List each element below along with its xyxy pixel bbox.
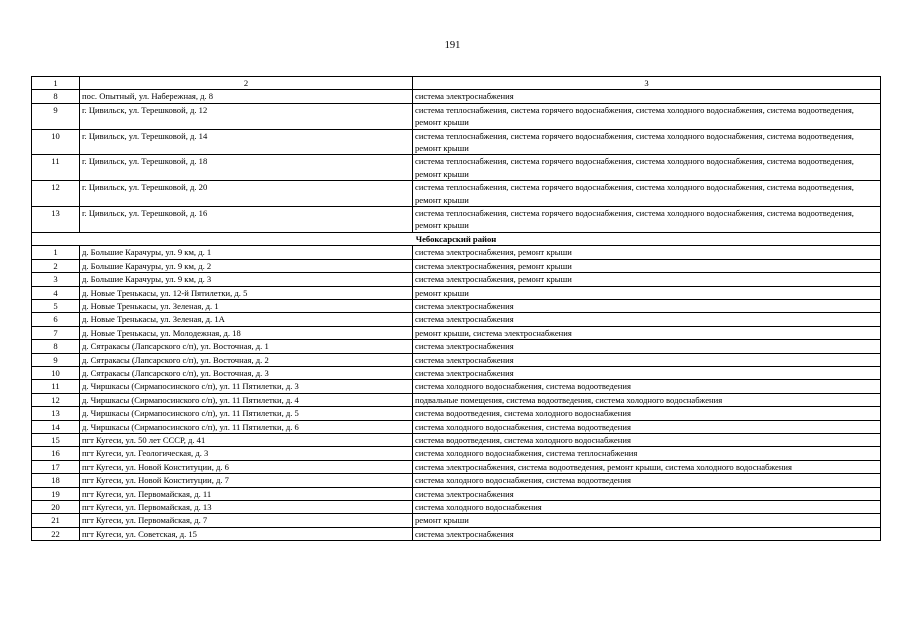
row-number: 15 (32, 433, 80, 446)
table-row (32, 326, 881, 339)
table-row (32, 353, 881, 366)
row-address: д. Большие Карачуры, ул. 9 км, д. 2 (80, 259, 413, 272)
table-row (32, 514, 881, 527)
row-address: пгт Кугеси, ул. Новой Конституции, д. 7 (80, 474, 413, 487)
table-row (32, 313, 881, 326)
row-address: г. Цивильск, ул. Терешковой, д. 14 (80, 129, 413, 155)
table-row (32, 90, 881, 103)
column-number-row (32, 77, 881, 90)
row-works: система водоотведения, система холодного водоснабжения (413, 433, 881, 446)
row-address: пгт Кугеси, ул. Первомайская, д. 11 (80, 487, 413, 500)
row-works: система теплоснабжения, система горячего водоснабжения, система холодного водоснабжения, система водоотведения, ремонт крыши (413, 181, 881, 207)
table-row (32, 380, 881, 393)
table-row (32, 447, 881, 460)
table-row (32, 420, 881, 433)
row-number: 12 (32, 181, 80, 207)
row-works: система электроснабжения (413, 313, 881, 326)
row-address: д. Сятракасы (Лапсарского с/п), ул. Восточная, д. 1 (80, 340, 413, 353)
row-works: система холодного водоснабжения, система водоотведения (413, 420, 881, 433)
row-number: 14 (32, 420, 80, 433)
row-works: система теплоснабжения, система горячего водоснабжения, система холодного водоснабжения, система водоотведения, ремонт крыши (413, 103, 881, 129)
table-row (32, 366, 881, 379)
table-row (32, 501, 881, 514)
row-works: система электроснабжения (413, 487, 881, 500)
table-row (32, 207, 881, 233)
row-works: система электроснабжения, ремонт крыши (413, 246, 881, 259)
row-number: 4 (32, 286, 80, 299)
row-number: 11 (32, 155, 80, 181)
row-number: 10 (32, 129, 80, 155)
row-address: д. Новые Тренькасы, ул. Молодежная, д. 18 (80, 326, 413, 339)
row-works: система электроснабжения (413, 353, 881, 366)
row-works: система электроснабжения (413, 90, 881, 103)
row-address: г. Цивильск, ул. Терешковой, д. 18 (80, 155, 413, 181)
row-address: д. Большие Карачуры, ул. 9 км, д. 3 (80, 273, 413, 286)
row-address: д. Новые Тренькасы, ул. Зеленая, д. 1А (80, 313, 413, 326)
table-row (32, 433, 881, 446)
row-number: 19 (32, 487, 80, 500)
table-row (32, 259, 881, 272)
column-number-2: 2 (80, 77, 413, 90)
table-row (32, 286, 881, 299)
row-number: 2 (32, 259, 80, 272)
table-row (32, 181, 881, 207)
table-row (32, 155, 881, 181)
row-works: ремонт крыши, система электроснабжения (413, 326, 881, 339)
table-row (32, 460, 881, 473)
row-address: д. Сятракасы (Лапсарского с/п), ул. Восточная, д. 3 (80, 366, 413, 379)
row-number: 21 (32, 514, 80, 527)
table-row (32, 246, 881, 259)
row-works: система электроснабжения (413, 527, 881, 540)
row-address: пгт Кугеси, ул. Первомайская, д. 7 (80, 514, 413, 527)
row-works: подвальные помещения, система водоотведения, система холодного водоснабжения (413, 393, 881, 406)
works-table-body (32, 77, 881, 541)
table-row (32, 273, 881, 286)
table-row (32, 103, 881, 129)
section-header-row (32, 232, 881, 245)
row-number: 6 (32, 313, 80, 326)
row-number: 13 (32, 207, 80, 233)
row-works: система холодного водоснабжения, система водоотведения (413, 474, 881, 487)
row-works: система электроснабжения, ремонт крыши (413, 273, 881, 286)
row-address: пгт Кугеси, ул. 50 лет СССР, д. 41 (80, 433, 413, 446)
row-works: система теплоснабжения, система горячего водоснабжения, система холодного водоснабжения, система водоотведения, ремонт крыши (413, 207, 881, 233)
row-number: 9 (32, 353, 80, 366)
row-works: система электроснабжения, ремонт крыши (413, 259, 881, 272)
row-number: 12 (32, 393, 80, 406)
row-address: г. Цивильск, ул. Терешковой, д. 20 (80, 181, 413, 207)
row-number: 17 (32, 460, 80, 473)
row-works: ремонт крыши (413, 286, 881, 299)
row-works: система теплоснабжения, система горячего водоснабжения, система холодного водоснабжения, система водоотведения, ремонт крыши (413, 129, 881, 155)
row-number: 3 (32, 273, 80, 286)
row-works: система электроснабжения (413, 299, 881, 312)
row-address: д. Чиршкасы (Сирмапосинского с/п), ул. 11 Пятилетки, д. 5 (80, 407, 413, 420)
row-number: 13 (32, 407, 80, 420)
table-row (32, 487, 881, 500)
row-number: 11 (32, 380, 80, 393)
row-address: д. Новые Тренькасы, ул. 12-й Пятилетки, д. 5 (80, 286, 413, 299)
column-number-1: 1 (32, 77, 80, 90)
row-address: пос. Опытный, ул. Набережная, д. 8 (80, 90, 413, 103)
row-number: 22 (32, 527, 80, 540)
row-address: пгт Кугеси, ул. Геологическая, д. 3 (80, 447, 413, 460)
row-number: 8 (32, 90, 80, 103)
row-address: д. Сятракасы (Лапсарского с/п), ул. Восточная, д. 2 (80, 353, 413, 366)
row-number: 7 (32, 326, 80, 339)
row-works: система холодного водоснабжения, система теплоснабжения (413, 447, 881, 460)
row-address: г. Цивильск, ул. Терешковой, д. 16 (80, 207, 413, 233)
table-row (32, 407, 881, 420)
page-number: 191 (444, 40, 461, 51)
works-table (31, 76, 881, 541)
row-address: д. Чиршкасы (Сирмапосинского с/п), ул. 11 Пятилетки, д. 6 (80, 420, 413, 433)
row-address: пгт Кугеси, ул. Первомайская, д. 13 (80, 501, 413, 514)
row-works: система теплоснабжения, система горячего водоснабжения, система холодного водоснабжения, система водоотведения, ремонт крыши (413, 155, 881, 181)
row-number: 8 (32, 340, 80, 353)
row-number: 18 (32, 474, 80, 487)
table-row (32, 129, 881, 155)
row-number: 10 (32, 366, 80, 379)
row-address: пгт Кугеси, ул. Новой Конституции, д. 6 (80, 460, 413, 473)
table-row (32, 527, 881, 540)
row-works: ремонт крыши (413, 514, 881, 527)
row-address: д. Чиршкасы (Сирмапосинского с/п), ул. 11 Пятилетки, д. 4 (80, 393, 413, 406)
row-address: пгт Кугеси, ул. Советская, д. 15 (80, 527, 413, 540)
row-number: 5 (32, 299, 80, 312)
section-title: Чебоксарский район (32, 232, 881, 245)
row-works: система водоотведения, система холодного водоснабжения (413, 407, 881, 420)
row-address: д. Большие Карачуры, ул. 9 км, д. 1 (80, 246, 413, 259)
table-row (32, 340, 881, 353)
row-address: д. Новые Тренькасы, ул. Зеленая, д. 1 (80, 299, 413, 312)
row-works: система холодного водоснабжения, система водоотведения (413, 380, 881, 393)
row-address: г. Цивильск, ул. Терешковой, д. 12 (80, 103, 413, 129)
column-number-3: 3 (413, 77, 881, 90)
table-row (32, 393, 881, 406)
row-number: 9 (32, 103, 80, 129)
row-address: д. Чиршкасы (Сирмапосинского с/п), ул. 11 Пятилетки, д. 3 (80, 380, 413, 393)
row-works: система холодного водоснабжения (413, 501, 881, 514)
row-works: система электроснабжения (413, 340, 881, 353)
row-number: 20 (32, 501, 80, 514)
row-works: система электроснабжения (413, 366, 881, 379)
table-row (32, 299, 881, 312)
row-number: 1 (32, 246, 80, 259)
table-row (32, 474, 881, 487)
row-works: система электроснабжения, система водоотведения, ремонт крыши, система холодного водоснабжения (413, 460, 881, 473)
row-number: 16 (32, 447, 80, 460)
